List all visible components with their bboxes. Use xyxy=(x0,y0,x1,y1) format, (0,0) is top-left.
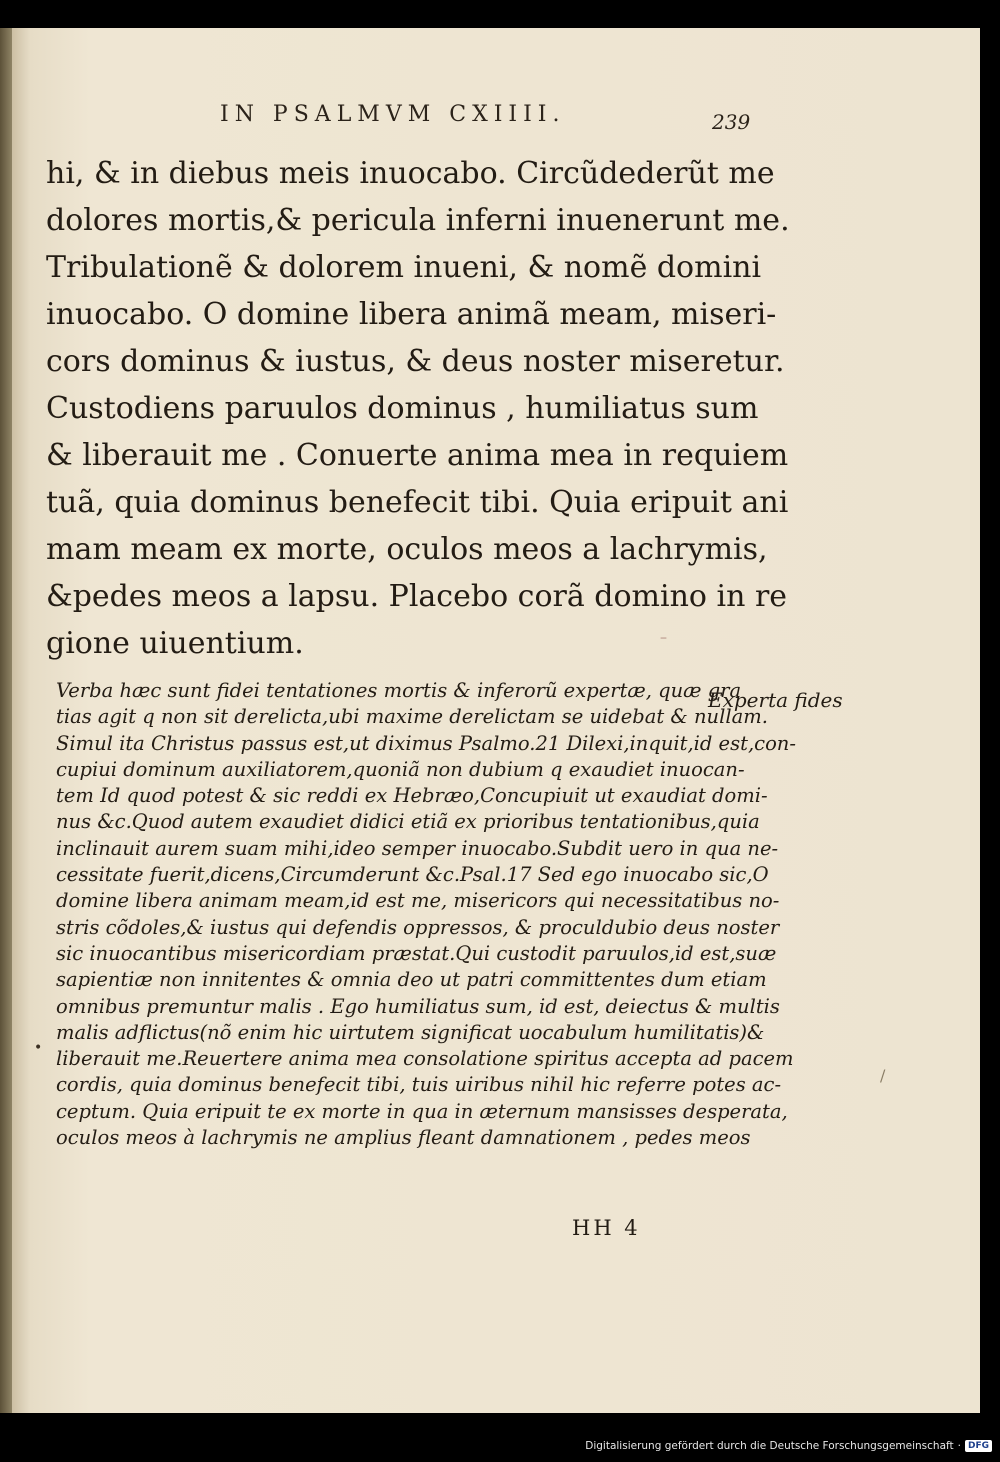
commentary-line: Verba hæc sunt fidei tentationes mortis & inferorũ expertæ, quæ gra xyxy=(56,679,742,702)
main-text-line: Custodiens paruulos dominus , humiliatus sum xyxy=(46,391,759,426)
commentary-line: stris cõdoles,& iustus qui defendis oppressos, & proculdubio deus noster xyxy=(56,915,780,939)
dfg-logo-icon: DFG xyxy=(965,1440,992,1452)
commentary-line: cessitate fuerit,dicens,Circumderunt &c.Psal.17 Sed ego inuocabo sic,O xyxy=(56,863,769,887)
commentary-line: Simul ita Christus passus est,ut diximus Psalmo.21 Dilexi,inquit,id est,con- xyxy=(56,731,796,755)
commentary-line: tias agit q non sit derelicta,ubi maxime derelictam se uidebat & nullam. xyxy=(56,705,768,729)
commentary-line: tem Id quod potest & sic reddi ex Hebræo,Concupiuit ut exaudiat domi- xyxy=(56,784,768,808)
ink-speck: • xyxy=(34,1040,43,1056)
main-text-line: cors dominus & iustus, & deus noster miseretur. xyxy=(46,344,785,379)
main-text-line: gione uiuentium. xyxy=(46,626,304,661)
commentary-line: inclinauit aurem suam mihi,ideo semper inuocabo.Subdit uero in qua ne- xyxy=(56,836,779,860)
main-text-line: tuã, quia dominus benefecit tibi. Quia eripuit ani xyxy=(46,485,789,520)
commentary-line: sic inuocantibus misericordiam præstat.Qui custodit paruulos,id est,suæ xyxy=(56,941,777,965)
commentary-line: cordis, quia dominus benefecit tibi, tuis uiribus nihil hic referre potes ac- xyxy=(56,1073,782,1097)
main-text-line: & liberauit me . Conuerte anima mea in requiem xyxy=(46,438,789,473)
main-text-line: mam meam ex morte, oculos meos a lachrymis, xyxy=(46,532,768,567)
digitization-footer xyxy=(585,1440,992,1452)
ink-speck: – xyxy=(660,630,667,646)
running-head: IN PSALMVM CXIIII. xyxy=(220,102,566,127)
main-text-line: dolores mortis,& pericula inferni inuenerunt me. xyxy=(46,203,790,238)
footer-separator: · xyxy=(957,1440,961,1452)
main-text xyxy=(46,150,790,667)
commentary-line: nus &c.Quod autem exaudiet didici etiã ex prioribus tentationibus,quia xyxy=(56,810,760,834)
commentary-line: malis adflictus(nõ enim hic uirtutem significat uocabulum humilitatis)& xyxy=(56,1020,765,1044)
ink-speck: / xyxy=(880,1066,886,1085)
main-text-line: inuocabo. O domine libera animã meam, miseri- xyxy=(46,297,777,332)
commentary-line: sapientiæ non innitentes & omnia deo ut patri committentes dum etiam xyxy=(56,968,767,992)
commentary-line: domine libera animam meam,id est me, misericors qui necessitatibus no- xyxy=(56,889,780,913)
folio-number: 239 xyxy=(712,110,751,134)
signature-mark: HH 4 xyxy=(572,1216,641,1240)
commentary-line: oculos meos à lachrymis ne amplius fleant damnationem , pedes meos xyxy=(56,1126,751,1150)
main-text-line: Tribulationẽ & dolorem inueni, & nomẽ domini xyxy=(46,250,762,285)
page-binding-edge xyxy=(0,28,12,1413)
commentary-line: cupiui dominum auxiliatorem,quoniã non dubium q exaudiet inuocan- xyxy=(56,757,745,781)
marginal-note: Experta fides xyxy=(708,688,843,712)
commentary-line: ceptum. Quia eripuit te ex morte in qua in æternum mansisses desperata, xyxy=(56,1099,788,1123)
commentary-line: omnibus premuntur malis . Ego humiliatus sum, id est, deiectus & multis xyxy=(56,994,780,1018)
commentary-line: liberauit me.Reuertere anima mea consolatione spiritus accepta ad pacem xyxy=(56,1047,794,1071)
main-text-line: &pedes meos a lapsu. Placebo corã domino in re xyxy=(46,579,788,614)
footer-text: Digitalisierung gefördert durch die Deutsche Forschungsgemeinschaft xyxy=(585,1440,954,1452)
main-text-line: hi, & in diebus meis inuocabo. Circũdederũt me xyxy=(46,156,775,191)
